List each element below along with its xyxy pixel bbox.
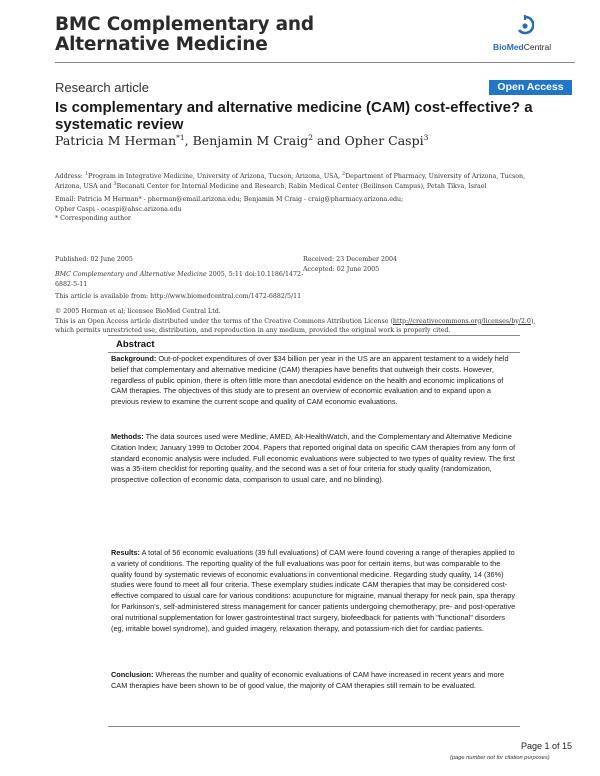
- abstract-heading: Abstract: [116, 339, 155, 350]
- address-line: Address: $^1$Program in Integrative Medicine, University of Arizona, Tucson, Arizona, USA, $^2$Department of Pharmacy, University of Arizona, Tucson,: [55, 172, 526, 181]
- license-line: This is an Open Access article distributed under the terms of the Creative Commons Attribution License (http://creativecommons.org/licenses/by/2.0),: [55, 317, 536, 325]
- publisher-name: [493, 42, 551, 52]
- journal-title-line2: Alternative Medicine: [55, 33, 268, 55]
- email-line[interactable]: Email: Patricia M Herman* - pherman@email.arizona.edu; Benjamin M Craig - craig@pharmacy.arizona.edu;: [55, 196, 404, 203]
- author-separator: and: [317, 133, 341, 149]
- abstract-results-label: Results:: [111, 548, 140, 557]
- abstract-box: [108, 335, 520, 727]
- citation-line: BMC Complementary and Alternative Medicine 2005, 5:11 doi:10.1186/1472-: [55, 271, 304, 278]
- citation-doi[interactable]: doi:10.1186/1472-: [244, 271, 304, 278]
- abstract-heading-divider: [108, 352, 520, 353]
- journal-title-line1: BMC Complementary and: [55, 14, 314, 35]
- accepted-date: Accepted: 02 June 2005: [303, 265, 380, 273]
- author-affiliation-mark: *1: [176, 133, 185, 142]
- author-name[interactable]: Benjamin M Craig: [192, 133, 309, 149]
- copyright-line: © 2005 Herman et al; licensee BioMed Central Ltd.: [55, 308, 221, 315]
- received-date: Received: 23 December 2004: [303, 256, 397, 263]
- abstract-background-text: Out-of-pocket expenditures of over $34 billion per year in the US are an apparent testament to a widely held belief that complementary and alternative medicine (CAM) therapies have benefits that outweigh their costs. However, regardless of public opinion, there is often little more than anecdotal evidence on the health and economic implications of CAM therapies. The objectives of this study are to present an overview of economic evaluation and to expand upon a previous review to examine the current scope and quality of CAM economic evaluations.: [111, 354, 509, 407]
- published-date: Published: 02 June 2005: [55, 256, 133, 263]
- author-name[interactable]: Opher Caspi: [344, 133, 424, 149]
- license-line: which permits unrestricted use, distribution, and reproduction in any medium, provided the original work is properly cited.: [55, 327, 451, 334]
- abstract-results: [111, 548, 516, 634]
- author-affiliation-mark: 3: [423, 133, 429, 142]
- address-line: Arizona, USA and $^3$Recanati Center for Internal Medicine and Research, Rabin Medical Center (Beilinson Campus), Petah Tikva, Israel: [55, 181, 487, 190]
- publisher-name-biomed: BioMed: [493, 42, 524, 52]
- address-label: Address:: [55, 173, 83, 181]
- author-list: [55, 133, 428, 148]
- availability-line[interactable]: This article is available from: http://www.biomedcentral.com/1472-6882/5/11: [55, 293, 302, 300]
- abstract-conclusion-label: Conclusion:: [111, 670, 154, 679]
- page-citation-note: (page number not for citation purposes): [450, 755, 550, 761]
- abstract-results-text: A total of 56 economic evaluations (39 full evaluations) of CAM were found covering a range of therapies applied to a variety of conditions. The reporting quality of the full evaluations was poor for certain items, but was comparable to the quality found by systematic reviews of economic evaluations in conventional medicine. Regarding study quality, 14 (36%) studies were found to meet all four criteria. These exemplary studies indicate CAM therapies that may be considered cost-effective compared to usual care for various conditions: acupuncture for migraine, manual therapy for neck pain, spa therapy for Parkinson's, self-administered stress management for cancer patients undergoing chemotherapy, pre- and post-operative oral nutritional supplementation for lower gastrointestinal tract surgery, biofeedback for patients with "functional" disorders (eg, irritable bowel syndrome), and guided imagery, relaxation therapy, and potassium-rich diet for cardiac patients.: [111, 548, 516, 633]
- header-divider: [55, 62, 575, 63]
- article-title: Is complementary and alternative medicine (CAM) cost-effective? a systematic review: [55, 99, 533, 133]
- author-separator: ,: [184, 133, 189, 149]
- article-type: Research article: [55, 80, 149, 95]
- publisher-logo[interactable]: [493, 15, 555, 57]
- biomed-central-logo-icon: [516, 15, 534, 37]
- abstract-conclusion: [111, 670, 516, 692]
- abstract-methods: [111, 432, 516, 486]
- email-line[interactable]: Opher Caspi - ocaspi@ahsc.arizona.edu: [55, 205, 182, 213]
- open-access-badge[interactable]: Open Access: [489, 80, 572, 95]
- abstract-background: [111, 354, 516, 408]
- publisher-name-central: Central: [523, 42, 552, 52]
- abstract-background-label: Background:: [111, 354, 157, 363]
- abstract-conclusion-text: Whereas the number and quality of economic evaluations of CAM have increased in recent years and more CAM therapies have been shown to be of good value, the majority of CAM therapies still remain to be evaluated.: [111, 670, 505, 690]
- corresponding-author-note: * Corresponding author: [55, 215, 131, 222]
- abstract-methods-text: The data sources used were Medline, AMED, Alt-HealthWatch, and the Complementary and Alternative Medicine Citation Index; January 1999 to October 2004. Papers that reported original data on specific CAM therapies from any form of standard economic analysis were included. Full economic evaluations were subjected to two types of quality review. The first was a 35-item checklist for reporting quality, and the second was a set of four criteria for study quality (randomization, prospective collection of economic data, comparison to usual care, and no blinding).: [111, 432, 516, 485]
- citation-journal: BMC Complementary and Alternative Medicine: [55, 271, 207, 278]
- license-link[interactable]: http://creativecommons.org/licenses/by/2.0: [392, 317, 531, 325]
- citation-doi-line2[interactable]: 6882-5-11: [55, 280, 88, 288]
- author-affiliation-mark: 2: [308, 133, 314, 142]
- page-number: Page 1 of 15: [521, 741, 573, 751]
- abstract-methods-label: Methods:: [111, 432, 144, 441]
- journal-title: [55, 15, 314, 54]
- author-name[interactable]: Patricia M Herman: [55, 133, 177, 149]
